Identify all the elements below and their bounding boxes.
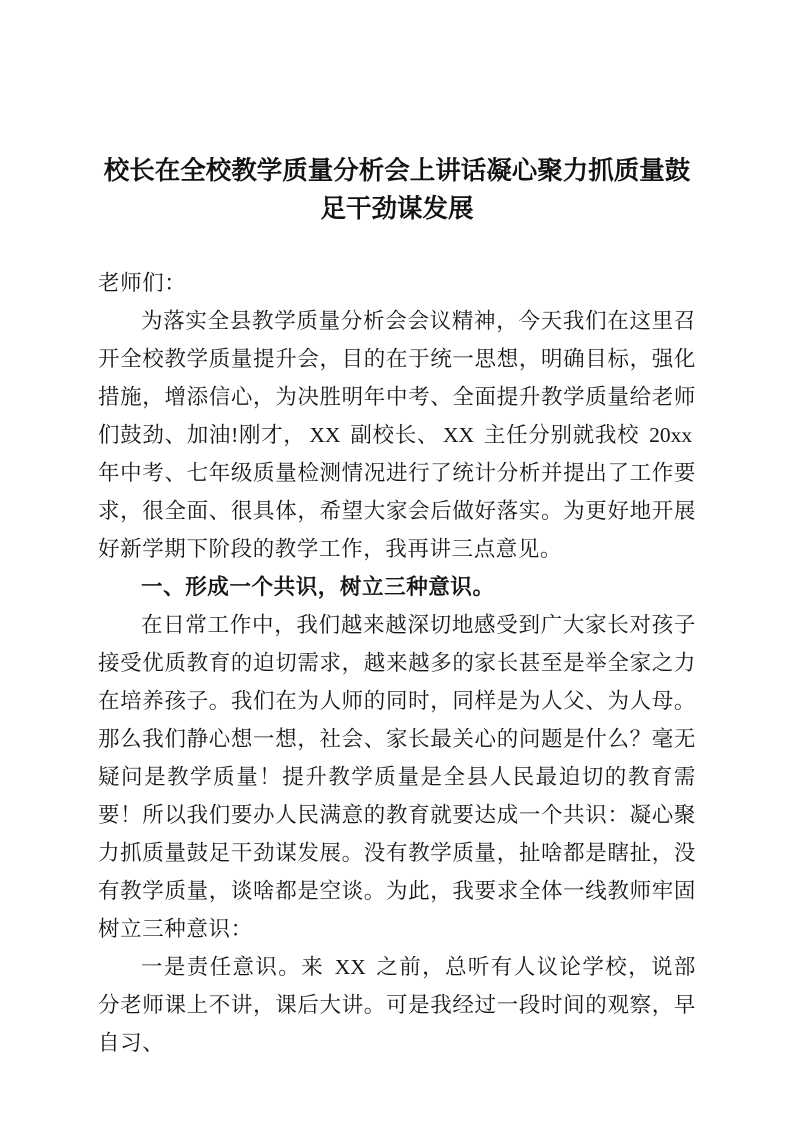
page-title-text: 校长在全校教学质量分析会上讲话凝心聚力抓质量鼓足干劲谋发展 (103, 157, 691, 223)
heading-section-one: 一、形成一个共识，树立三种意识。 (141, 575, 495, 599)
paragraph-responsibility: 一是责任意识。来 XX 之前，总听有人议论学校，说部分老师课上不讲，课后大讲。可是我经过一段时间的观察，早自习、 (98, 955, 696, 1055)
paragraph-consensus: 在日常工作中，我们越来越深切地感受到广大家长对孩子接受优质教育的迫切需求，越来越多的家长甚至是举全家之力在培养孩子。我们在为人师的同时，同样是为人父、为人母。那么我们静心想一想，社会、家长最关心的问题是什么？毫无疑问是教学质量！提升教学质量是全县人民最迫切的教育需要！所以我们要办人民满意的教育就要达成一个共识：凝心聚力抓质量鼓足干劲谋发展。没有教学质量，扯啥都是瞎扯，没有教学质量，谈啥都是空谈。为此，我要求全体一线教师牢固树立三种意识： (98, 613, 696, 941)
latin-run: 20xx (649, 423, 693, 447)
page-title (98, 0, 696, 228)
paragraph-opening: 为落实全县教学质量分析会会议精神，今天我们在这里召开全校教学质量提升会，目的在于统一思想，明确目标，强化措施，增添信心，为决胜明年中考、全面提升教学质量给老师们鼓劲、加油!刚才， XX 副校长、 XX 主任分别就我校 20xx 年中考、七年级质量检测情况进行了统计分析并提出了工作要求，很全面、很具体，希望大家会后做好落实。为更好地开展好新学期下阶段的教学工作，我再讲三点意见。 (98, 309, 696, 561)
salutation: 老师们： (98, 271, 187, 295)
document-body (98, 264, 696, 1062)
latin-run: XX (442, 423, 474, 447)
latin-run: XX (334, 955, 366, 979)
page-content (98, 0, 696, 1062)
latin-run: XX (309, 423, 341, 447)
